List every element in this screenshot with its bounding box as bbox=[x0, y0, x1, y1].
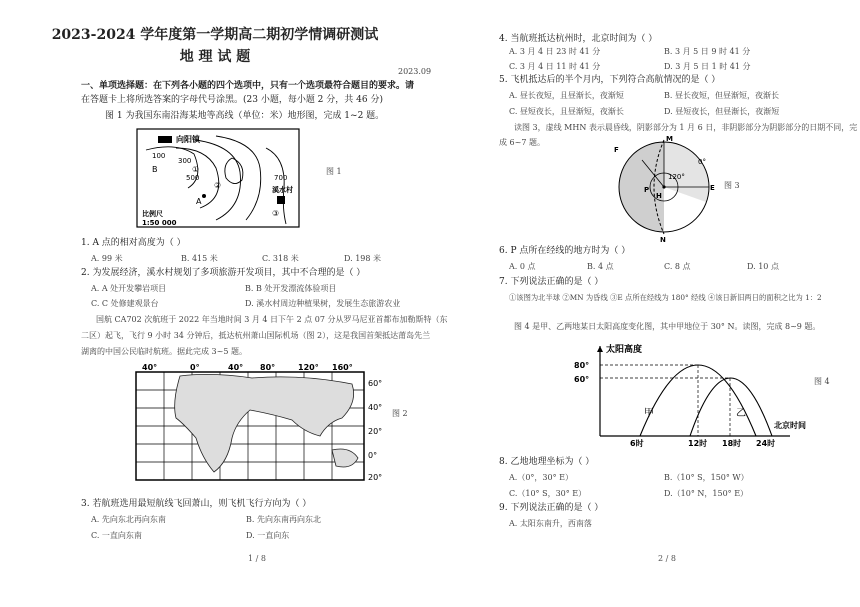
exam-title: 2023-2024 学年度第一学期高二期初学情调研测试 bbox=[51, 27, 379, 43]
q8-option-a: A.（0°，30° E） bbox=[509, 473, 573, 482]
svg-text:120°: 120° bbox=[668, 173, 685, 181]
q3-option-b: B. 先向东南再向东北 bbox=[246, 515, 321, 524]
q5-option-d: D. 昼短夜长，但昼渐长，夜渐短 bbox=[664, 107, 780, 116]
section-instructions: 在答题卡上将所选答案的字母代号涂黑。(23 小题，每小题 2 分，共 46 分) bbox=[81, 95, 383, 105]
intro-q6-7-line2: 成 6~7 题。 bbox=[499, 138, 545, 147]
svg-text:20°: 20° bbox=[368, 473, 383, 482]
svg-text:160°: 160° bbox=[332, 363, 353, 372]
q6-option-b: B. 4 点 bbox=[587, 262, 614, 271]
intro-q3-5-line3: 湖离的中国公民临时航班。据此完成 3~5 题。 bbox=[81, 347, 247, 356]
q3-option-c: C. 一直向东南 bbox=[91, 531, 142, 540]
marker-3: ③ bbox=[272, 209, 280, 218]
marker-1: ① bbox=[192, 165, 200, 174]
svg-text:0°: 0° bbox=[698, 158, 706, 166]
q6-stem: 6. P 点所在经线的地方时为（ ） bbox=[499, 246, 631, 256]
latitude-labels bbox=[368, 379, 382, 482]
svg-text:E: E bbox=[710, 184, 715, 192]
q3-option-d: D. 一直向东 bbox=[246, 531, 290, 540]
village-icon bbox=[277, 196, 285, 204]
figure-2-world-map bbox=[132, 362, 392, 484]
q7-stem: 7. 下列说法正确的是（ ） bbox=[499, 277, 604, 287]
y-tick-80: 80° bbox=[574, 361, 590, 370]
q4-stem: 4. 当航班抵达杭州时，北京时间为（ ） bbox=[499, 34, 658, 44]
shaded-sector bbox=[664, 142, 709, 202]
q8-stem: 8. 乙地地理坐标为（ ） bbox=[499, 457, 595, 467]
y-tick-60: 60° bbox=[574, 375, 590, 384]
svg-text:M: M bbox=[666, 135, 673, 143]
point-a bbox=[202, 194, 206, 198]
figure-2-caption: 图 2 bbox=[392, 409, 408, 418]
series-jia-label: 甲 bbox=[644, 408, 654, 419]
letter-b: B bbox=[152, 165, 158, 174]
intro-q3-5-line1: 国航 CA702 次航班于 2022 年当地时间 3 月 4 日下午 2 点 07 分从罗马尼亚首都布加勒斯特（东 bbox=[96, 315, 448, 324]
figure-3-polar-diagram bbox=[604, 132, 724, 244]
q1-option-d: D. 198 米 bbox=[344, 254, 382, 263]
q5-option-a: A. 昼长夜短，且昼渐长，夜渐短 bbox=[509, 91, 624, 100]
q2-option-a: A. A 处开发攀岩项目 bbox=[91, 284, 167, 293]
series-yi-curve bbox=[690, 378, 772, 436]
q5-option-c: C. 昼短夜长，且昼渐短，夜渐长 bbox=[509, 107, 624, 116]
pole-point bbox=[662, 185, 665, 188]
svg-text:P: P bbox=[644, 186, 650, 194]
marker-2: ② bbox=[214, 181, 222, 190]
contour-label-300: 300 bbox=[178, 157, 192, 165]
x-tick-labels bbox=[630, 438, 775, 448]
q4-option-a: A. 3 月 4 日 23 时 41 分 bbox=[509, 47, 601, 56]
longitude-labels bbox=[142, 363, 353, 372]
q4-option-c: C. 3 月 4 日 11 时 41 分 bbox=[509, 62, 601, 71]
q9-option-a: A. 太阳东南升，西南落 bbox=[509, 519, 592, 528]
y-axis-arrow bbox=[597, 346, 603, 352]
svg-text:40°: 40° bbox=[228, 363, 244, 372]
town-icon bbox=[158, 136, 172, 143]
page-number: 2 / 8 bbox=[658, 554, 676, 563]
night-shading bbox=[619, 142, 664, 232]
svg-text:12时: 12时 bbox=[688, 439, 708, 448]
svg-text:120°: 120° bbox=[298, 363, 319, 372]
town-label: 向阳镇 bbox=[176, 135, 200, 144]
section-heading: 一、单项选择题：在下列各小题的四个选项中，只有一个选项最符合题目的要求。请 bbox=[81, 81, 415, 91]
series-yi-label: 乙 bbox=[736, 408, 746, 419]
q8-option-c: C.（10° S，30° E） bbox=[509, 489, 587, 498]
q7-statements: ①该图为北半球 ②MN 为昏线 ③E 点所在经线为 180° 经线 ④该日新旧两日的面积之比为 1：2 bbox=[509, 293, 822, 302]
scale-value: 1:50 000 bbox=[142, 219, 177, 227]
page-right bbox=[430, 0, 860, 607]
q2-stem: 2. 为发展经济，溪水村规划了多项旅游开发项目，其中不合理的是（ ） bbox=[81, 268, 366, 278]
q6-option-c: C. 8 点 bbox=[664, 262, 691, 271]
scale-label: 比例尺 bbox=[142, 210, 163, 218]
x-axis-label: 北京时间 bbox=[774, 421, 806, 430]
q6-option-d: D. 10 点 bbox=[747, 262, 779, 271]
q1-option-b: B. 415 米 bbox=[181, 254, 218, 263]
q8-option-b: B.（10° S，150° W） bbox=[664, 473, 749, 482]
intro-q1-2: 图 1 为我国东南沿海某地等高线（单位：米）地形图，完成 1~2 题。 bbox=[105, 111, 385, 121]
intro-q8-9: 图 4 是甲、乙两地某日太阳高度变化图，其中甲地位于 30° N。读图，完成 8~9 题。 bbox=[514, 322, 821, 331]
exam-subject: 地 理 试 题 bbox=[179, 49, 251, 65]
y-axis-label: 太阳高度 bbox=[606, 345, 643, 355]
q2-option-c: C. C 处修建观景台 bbox=[91, 299, 159, 308]
svg-text:60°: 60° bbox=[368, 379, 383, 388]
svg-text:40°: 40° bbox=[368, 403, 383, 412]
svg-text:40°: 40° bbox=[142, 363, 158, 372]
village-label: 溪水村 bbox=[272, 186, 293, 194]
figure-4-caption: 图 4 bbox=[814, 377, 830, 386]
contour-label-100: 100 bbox=[152, 152, 166, 160]
figure-4-solar-altitude-chart bbox=[560, 342, 806, 450]
svg-text:0°: 0° bbox=[368, 451, 378, 460]
q3-stem: 3. 若航班选用最短航线飞回萧山，则飞机飞行方向为（ ） bbox=[81, 499, 312, 509]
contour-label-700: 700 bbox=[274, 174, 288, 182]
figure-1-contour-map bbox=[136, 128, 300, 228]
svg-text:6时: 6时 bbox=[630, 439, 644, 448]
svg-text:18时: 18时 bbox=[722, 439, 742, 448]
figure-1-caption: 图 1 bbox=[326, 167, 342, 176]
q2-option-d: D. 溪水村周边种植果树，发展生态旅游农业 bbox=[245, 299, 401, 308]
intro-q6-7-line1: 读图 3，虚线 MHN 表示晨昏线，阴影部分为 1 月 6 日，非阴影部分为阴影部分的日期不同，完 bbox=[514, 123, 858, 132]
svg-text:H: H bbox=[656, 192, 662, 200]
contour-label-500: 500 bbox=[186, 174, 200, 182]
q5-option-b: B. 昼长夜短，但昼渐短，夜渐长 bbox=[664, 91, 779, 100]
svg-text:0°: 0° bbox=[190, 363, 200, 372]
page-number: 1 / 8 bbox=[248, 554, 266, 563]
svg-text:20°: 20° bbox=[368, 427, 383, 436]
svg-text:24时: 24时 bbox=[756, 439, 776, 448]
q5-stem: 5. 飞机抵达后的半个月内，下列符合高航情况的是（ ） bbox=[499, 75, 721, 85]
letter-a: A bbox=[196, 197, 202, 206]
q1-stem: 1. A 点的相对高度为（ ） bbox=[81, 238, 186, 248]
svg-text:F: F bbox=[614, 146, 619, 154]
figure-3-caption: 图 3 bbox=[724, 181, 740, 190]
svg-text:80°: 80° bbox=[260, 363, 276, 372]
q8-option-d: D.（10° N，150° E） bbox=[664, 489, 749, 498]
svg-text:N: N bbox=[660, 236, 666, 244]
q3-option-a: A. 先向东北再向东南 bbox=[91, 515, 166, 524]
q4-option-b: B. 3 月 5 日 9 时 41 分 bbox=[664, 47, 751, 56]
q6-option-a: A. 0 点 bbox=[509, 262, 536, 271]
q9-stem: 9. 下列说法正确的是（ ） bbox=[499, 503, 604, 513]
exam-date: 2023.09 bbox=[398, 67, 432, 76]
q4-option-d: D. 3 月 5 日 1 时 41 分 bbox=[664, 62, 751, 71]
intro-q3-5-line2: 二区）起飞，飞行 9 小时 34 分钟后，抵达杭州萧山国际机场（图 2），这是我国首架抵达莆岛先兰 bbox=[81, 331, 431, 340]
q2-option-b: B. B 处开发漂流体验项目 bbox=[245, 284, 337, 293]
q1-option-a: A. 99 米 bbox=[91, 254, 123, 263]
q1-option-c: C. 318 米 bbox=[262, 254, 299, 263]
